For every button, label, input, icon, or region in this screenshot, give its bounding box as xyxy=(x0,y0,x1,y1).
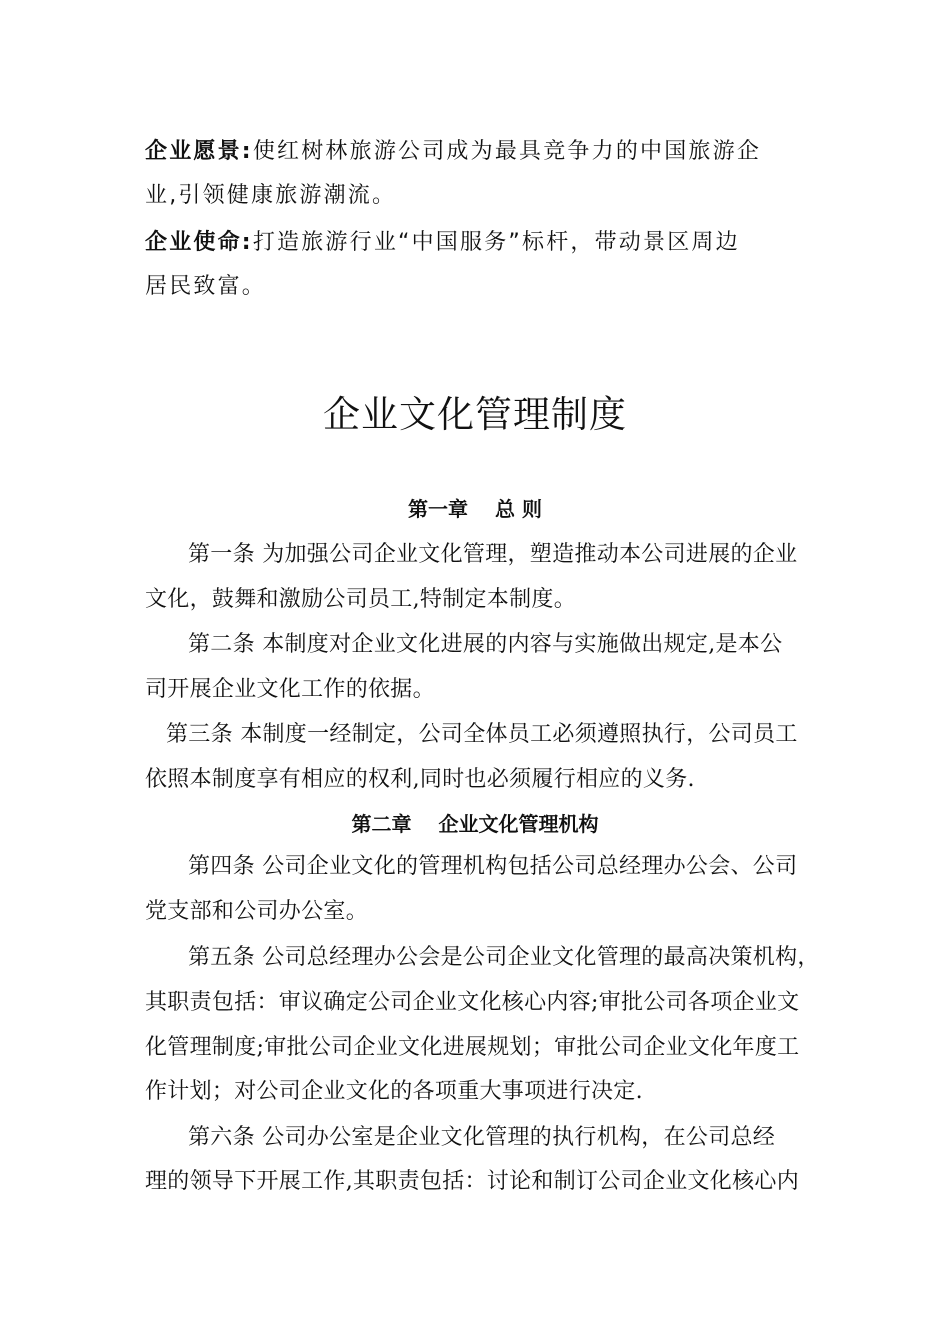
article-6-line-2: 理的领导下开展工作,其职责包括：讨论和制订公司企业文化核心内 xyxy=(145,1169,799,1194)
article-1-line-2: 文化，鼓舞和激励公司员工,特制定本制度。 xyxy=(145,587,576,612)
article-6-line-1: 第六条 公司办公室是企业文化管理的执行机构，在公司总经 xyxy=(188,1125,776,1150)
article-3-line-2: 依照本制度享有相应的权利,同时也必须履行相应的义务. xyxy=(145,767,695,792)
chapter-2-heading: 第二章 企业文化管理机构 xyxy=(351,812,599,836)
article-2-line-2: 司开展企业文化工作的依据。 xyxy=(145,677,435,702)
article-5-line-1: 第五条 公司总经理办公会是公司企业文化管理的最高决策机构， xyxy=(188,945,820,970)
chapter-1-heading: 第一章 总 则 xyxy=(408,497,542,521)
article-2-line-1: 第二条 本制度对企业文化进展的内容与实施做出规定,是本公 xyxy=(188,632,783,657)
mission-label: 企业使命: xyxy=(145,230,253,255)
article-4-line-1: 第四条 公司企业文化的管理机构包括公司总经理办公会、公司 xyxy=(188,854,798,879)
article-3-line-1: 第三条 本制度一经制定，公司全体员工必须遵照执行，公司员工 xyxy=(166,722,798,747)
vision-line-2: 业,引领健康旅游潮流。 xyxy=(145,183,397,208)
vision-label: 企业愿景: xyxy=(145,139,253,164)
vision-text-1: 使红树林旅游公司成为最具竞争力的中国旅游企 xyxy=(252,139,762,164)
mission-line-2: 居民致富。 xyxy=(145,274,267,299)
vision-line-1 xyxy=(145,138,761,166)
article-5-line-4: 作计划；对公司企业文化的各项重大事项进行决定. xyxy=(145,1079,643,1104)
document-title: 企业文化管理制度 xyxy=(323,393,627,436)
article-5-line-2: 其职责包括：审议确定公司企业文化核心内容;审批公司各项企业文 xyxy=(145,990,800,1015)
article-5-line-3: 化管理制度;审批公司企业文化进展规划；审批公司企业文化年度工 xyxy=(145,1035,800,1060)
mission-line-1 xyxy=(145,229,740,257)
mission-text-1: 打造旅游行业“中国服务”标杆，带动景区周边 xyxy=(252,230,740,255)
article-4-line-2: 党支部和公司办公室。 xyxy=(145,899,369,924)
article-1-line-1: 第一条 为加强公司企业文化管理，塑造推动本公司进展的企业 xyxy=(188,542,798,567)
